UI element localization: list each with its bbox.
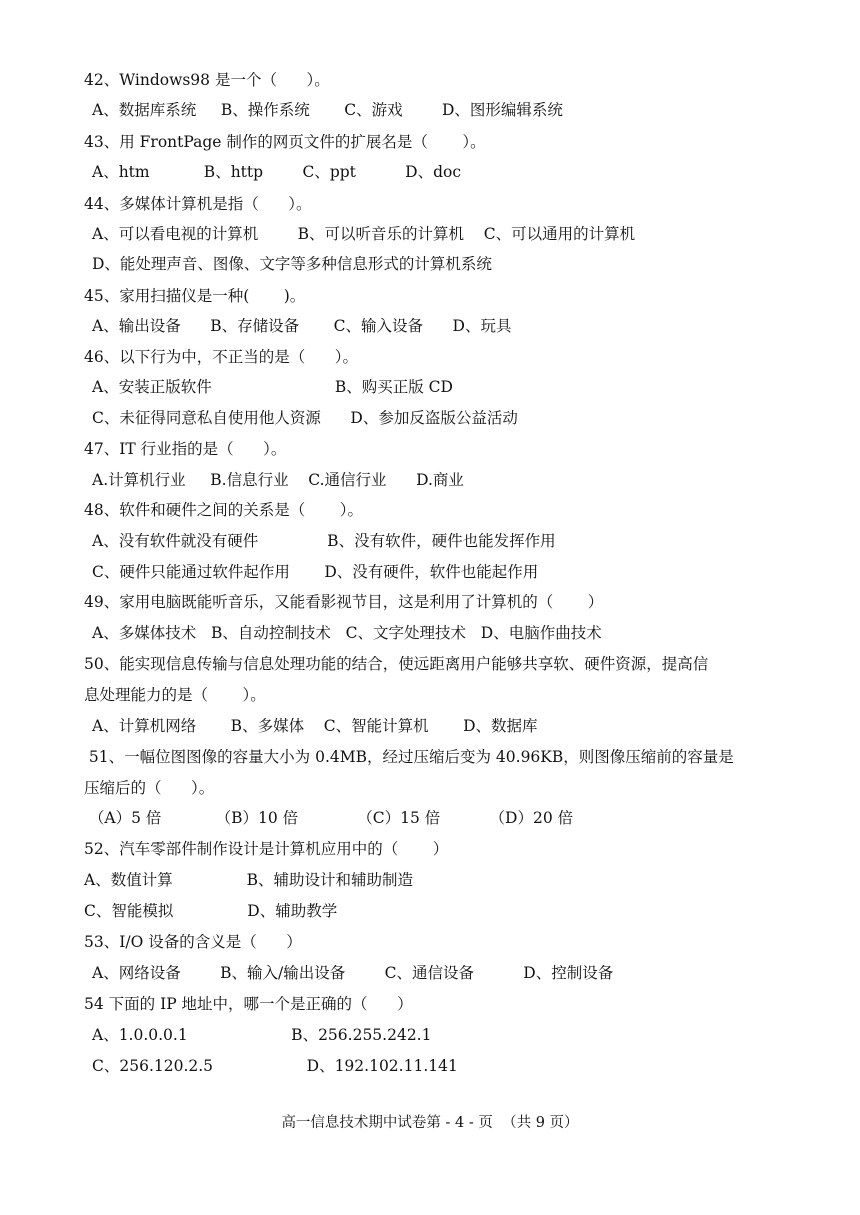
option-line: C、256.120.2.5 D、192.102.11.141 — [92, 1057, 458, 1075]
question-line: 49、家用电脑既能听音乐，又能看影视节目，这是利用了计算机的（ ） — [84, 593, 604, 611]
option-line: A、可以看电视的计算机 B、可以听音乐的计算机 C、可以通用的计算机 — [92, 225, 636, 243]
option-line: A.计算机行业 B.信息行业 C.通信行业 D.商业 — [92, 471, 464, 489]
option-line: A、数据库系统 B、操作系统 C、游戏 D、图形编辑系统 — [92, 101, 563, 119]
question-line: 43、用 FrontPage 制作的网页文件的扩展名是（ ）。 — [84, 133, 486, 151]
option-line: C、硬件只能通过软件起作用 D、没有硬件，软件也能起作用 — [92, 563, 539, 581]
option-line: A、网络设备 B、输入/输出设备 C、通信设备 D、控制设备 — [92, 964, 614, 982]
option-line: A、输出设备 B、存储设备 C、输入设备 D、玩具 — [92, 317, 512, 335]
option-line: A、计算机网络 B、多媒体 C、智能计算机 D、数据库 — [92, 717, 538, 735]
option-line: A、多媒体技术 B、自动控制技术 C、文字处理技术 D、电脑作曲技术 — [92, 624, 602, 642]
option-line: A、1.0.0.0.1 B、256.255.242.1 — [92, 1026, 432, 1044]
option-line: A、htm B、http C、ppt D、doc — [92, 163, 462, 181]
question-line: 压缩后的（ ）。 — [84, 779, 215, 797]
question-line: 44、多媒体计算机是指（ ）。 — [84, 195, 312, 213]
question-line: 45、家用扫描仪是一种( )。 — [84, 287, 306, 305]
page-footer: 高一信息技术期中试卷第 - 4 - 页 （共 9 页） — [281, 1115, 579, 1131]
question-line: 51、一幅位图图像的容量大小为 0.4MB，经过压缩后变为 40.96KB，则图像压缩前的容量是 — [84, 748, 734, 766]
question-line: 53、I/O 设备的含义是（ ） — [84, 933, 302, 951]
option-line: D、能处理声音、图像、文字等多种信息形式的计算机系统 — [92, 255, 492, 273]
question-line: 46、以下行为中，不正当的是（ ）。 — [84, 348, 359, 366]
question-line: 54 下面的 IP 地址中，哪一个是正确的（ ） — [84, 995, 413, 1013]
option-line: A、安装正版软件 B、购买正版 CD — [92, 378, 453, 396]
question-line: 42、Windows98 是一个（ ）。 — [84, 71, 330, 89]
option-line: （A）5 倍 （B）10 倍 （C）15 倍 （D）20 倍 — [84, 809, 574, 827]
option-line: A、没有软件就没有硬件 B、没有软件，硬件也能发挥作用 — [92, 532, 556, 550]
option-line: C、未征得同意私自使用他人资源 D、参加反盗版公益活动 — [92, 409, 518, 427]
question-line: 息处理能力的是（ ）。 — [84, 686, 266, 704]
option-line: C、智能模拟 D、辅助教学 — [84, 902, 338, 920]
question-line: 48、软件和硬件之间的关系是（ ）。 — [84, 501, 363, 519]
question-line: 52、汽车零部件制作设计是计算机应用中的（ ） — [84, 840, 449, 858]
question-line: 47、IT 行业指的是（ ）。 — [84, 440, 287, 458]
question-line: 50、能实现信息传输与信息处理功能的结合，使远距离用户能够共享软、硬件资源，提高信 — [84, 655, 709, 673]
option-line: A、数值计算 B、辅助设计和辅助制造 — [84, 871, 413, 889]
